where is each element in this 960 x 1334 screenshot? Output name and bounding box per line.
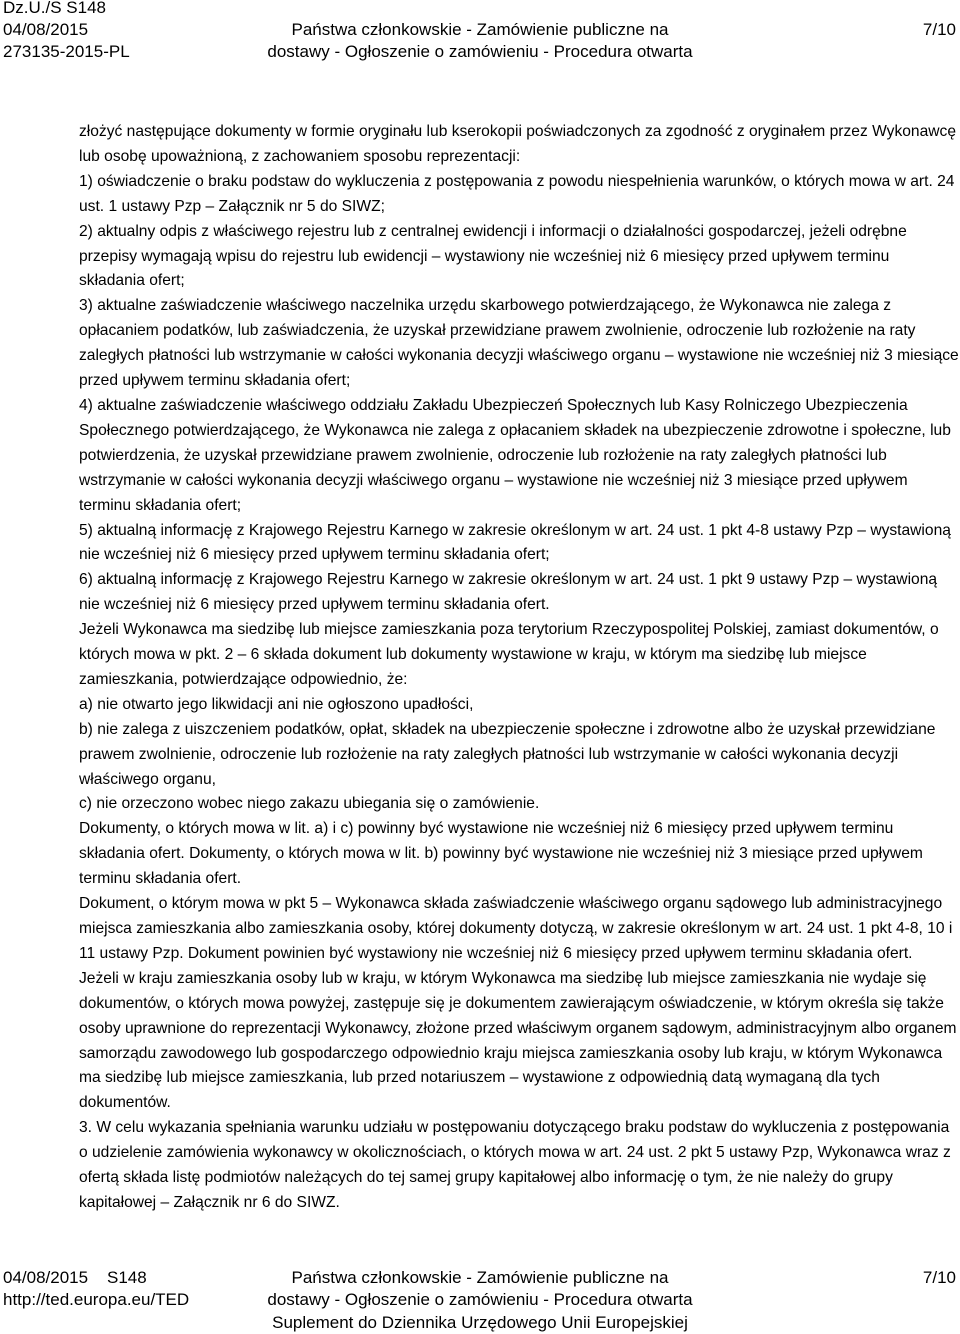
header-reference: 273135-2015-PL [3, 42, 130, 61]
paragraph: 3) aktualne zaświadczenie właściwego naczelnika urzędu skarbowego potwierdzającego, że Wykonawca nie zalega z opłacaniem podatków, lub zaświadczenia, że uzyskał przewidziane prawem zwolnienie, odroczenie lub rozłożenie na raty zaległych płatności lub wstrzymanie w całości wykonania decyzji właściwego organu – wystawione nie wcześniej niż 3 miesiące przed upływem terminu składania ofert; [79, 297, 959, 390]
header-title-line2: dostawy - Ogłoszenie o zamówieniu - Procedura otwarta [267, 42, 693, 61]
paragraph: b) nie zalega z uiszczeniem podatków, opłat, składek na ubezpieczenie społeczne i zdrowotne albo że uzyskał przewidziane prawem zwolnienie, odroczenie lub rozłożenie na raty zaległych płatności lub wstrzymanie w całości wykonania decyzji właściwego organu, [79, 720, 936, 788]
paragraph: 1) oświadczenie o braku podstaw do wykluczenia z postępowania z powodu niespełnienia warunków, o których mowa w art. 24 ust. 1 ustawy Pzp – Załącznik nr 5 do SIWZ; [79, 172, 955, 215]
paragraph: Dokument, o którym mowa w pkt 5 – Wykonawca składa zaświadczenie właściwego organu sądowego lub administracyjnego miejsca zamieszkania albo zamieszkania osoby, której dokumenty dotyczą, w zakresie określonym w art. 24 ust. 1 pkt 4-8, 10 i 11 ustawy Pzp. Dokument powinien być wystawiony nie wcześniej niż 6 miesięcy przed upływem terminu składania ofert. [79, 895, 953, 962]
paragraph: Dokumenty, o których mowa w lit. a) i c) powinny być wystawione nie wcześniej niż 6 miesięcy przed upływem terminu składania ofert. Dokumenty, o których mowa w lit. b) powinny być wystawione nie wcześniej niż 3 miesiące przed upływem terminu składania ofert. [79, 820, 923, 888]
paragraph: c) nie orzeczono wobec niego zakazu ubiegania się o zamówienie. [79, 795, 540, 813]
document-body [79, 120, 959, 1216]
paragraph: 4) aktualne zaświadczenie właściwego oddziału Zakładu Ubezpieczeń Społecznych lub Kasy Rolniczego Ubezpieczenia Społecznego potwierdzającego, że Wykonawca nie zalega z opłacaniem składek na ubezpieczenie zdrowotne i społeczne, lub potwierdzenia, że uzyskał przewidziane prawem zwolnienie, odroczenie lub rozłożenie na raty zaległych płatności lub wstrzymanie w całości wykonania decyzji właściwego organu – wystawione nie wcześniej niż 3 miesiące przed upływem terminu składania ofert; [79, 396, 951, 514]
paragraph: Jeżeli Wykonawca ma siedzibę lub miejsce zamieszkania poza terytorium Rzeczypospolitej Polskiej, zamiast dokumentów, o których mowa w pkt. 2 – 6 składa dokument lub dokumenty wystawione w kraju, w którym ma siedzibę lub miejsce zamieszkania, potwierdzające odpowiednio, że: [79, 621, 939, 688]
footer-page-number: 7/10 [922, 1268, 956, 1287]
footer-title-line1: Państwa członkowskie - Zamówienie publiczne na [291, 1268, 669, 1287]
footer-supplement: Suplement do Dziennika Urzędowego Unii Europejskiej [272, 1313, 688, 1332]
paragraph: złożyć następujące dokumenty w formie oryginału lub kserokopii poświadczonych za zgodność z oryginałem przez Wykonawcę lub osobę upoważnioną, z zachowaniem sposobu reprezentacji: [79, 123, 956, 165]
footer-title-line2: dostawy - Ogłoszenie o zamówieniu - Procedura otwarta [267, 1290, 693, 1309]
footer-url: http://ted.europa.eu/TED [3, 1290, 190, 1309]
header-date: 04/08/2015 [3, 20, 89, 39]
paragraph: 3. W celu wykazania spełniania warunku udziału w postępowaniu dotyczącego braku podstaw do wykluczenia z postępowania o udzielenie zamówienia wykonawcy w okolicznościach, o których mowa w art. 24 ust. 2 pkt 5 ustawy Pzp, Wykonawca wraz z ofertą składa listę podmiotów należących do tej samej grupy kapitałowej albo informację o tym, że nie należy do grupy kapitałowej – Załącznik nr 6 do SIWZ. [79, 1119, 951, 1211]
paragraph: 6) aktualną informację z Krajowego Rejestru Karnego w zakresie określonym w art. 24 ust. 1 pkt 9 ustawy Pzp – wystawioną nie wcześniej niż 6 miesięcy przed upływem terminu składania ofert. [79, 571, 938, 614]
paragraph: Jeżeli w kraju zamieszkania osoby lub w kraju, w którym Wykonawca ma siedzibę lub miejsce zamieszkania nie wydaje się dokumentów, o których mowa powyżej, zastępuje się je dokumentem zawierającym oświadczenie, w którym określa się także osoby uprawnione do reprezentacji Wykonawcy, złożone przed właściwym organem sądowym, administracyjnym albo organem samorządu zawodowego lub gospodarczego odpowiednio kraju miejsca zamieszkania osoby lub kraju, w którym Wykonawca ma siedzibę lub miejsce zamieszkania, lub przed notariuszem – wystawione z odpowiednią datą wymaganą dla tych dokumentów. [79, 969, 957, 1112]
doc-code: Dz.U./S S148 [3, 0, 106, 17]
paragraph: 2) aktualny odpis z właściwego rejestru lub z centralnej ewidencji i informacji o działalności gospodarczej, jeżeli odrębne przepisy wymagają wpisu do rejestru lub ewidencji – wystawiony nie wcześniej niż 6 miesięcy przed upływem terminu składania ofert; [79, 222, 907, 290]
paragraph: 5) aktualną informację z Krajowego Rejestru Karnego w zakresie określonym w art. 24 ust. 1 pkt 4-8 ustawy Pzp – wystawioną nie wcześniej niż 6 miesięcy przed upływem terminu składania ofert; [79, 521, 951, 564]
header-title-line1: Państwa członkowskie - Zamówienie publiczne na [291, 20, 669, 39]
footer-date-issue: 04/08/2015 S148 [3, 1268, 147, 1287]
header-page-number: 7/10 [922, 20, 956, 39]
paragraph: a) nie otwarto jego likwidacji ani nie ogłoszono upadłości, [79, 695, 474, 713]
